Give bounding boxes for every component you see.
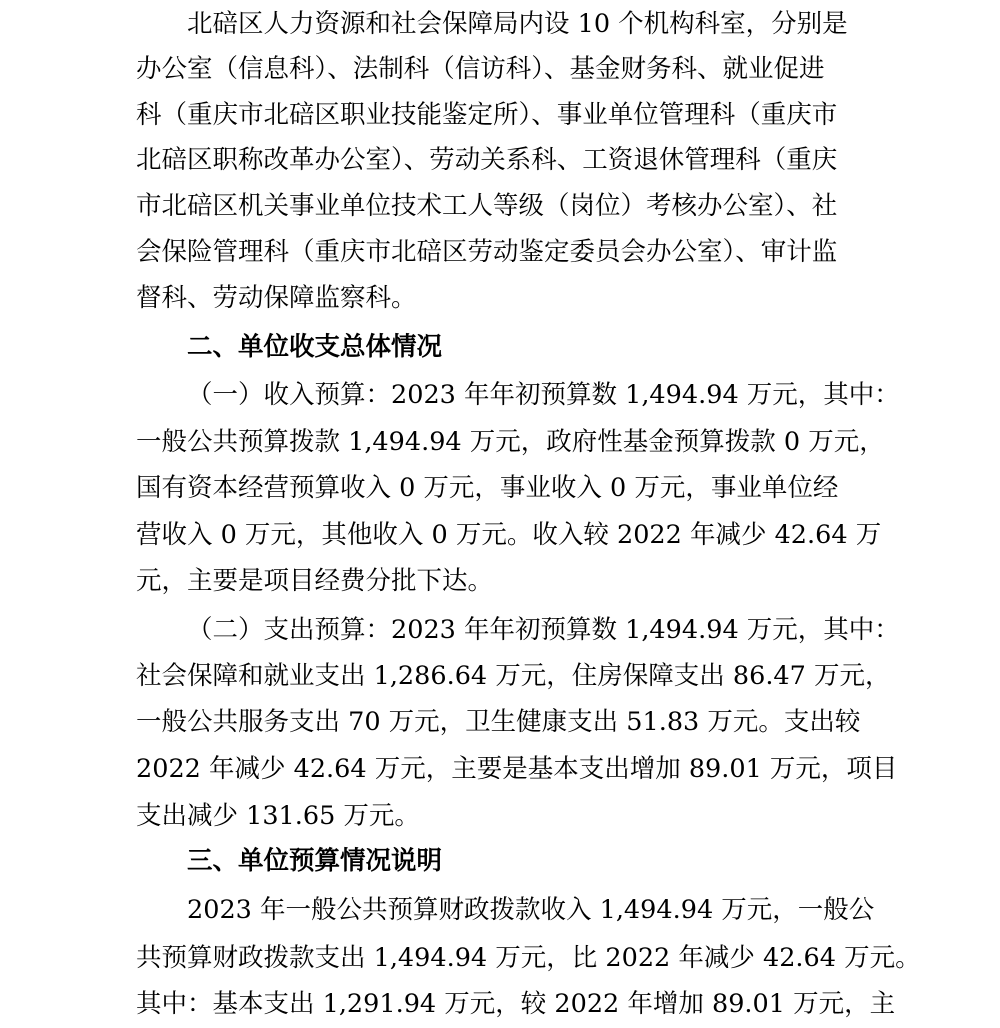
- section-heading: 三、单位预算情况说明: [187, 846, 443, 876]
- text-line: 营收入 0 万元，其他收入 0 万元。收入较 2022 年减少 42.64 万: [136, 520, 882, 550]
- text-line: 科（重庆市北碚区职业技能鉴定所）、事业单位管理科（重庆市: [136, 100, 838, 130]
- text-line: 国有资本经营预算收入 0 万元，事业收入 0 万元，事业单位经: [136, 473, 839, 503]
- text-line: 元，主要是项目经费分批下达。: [136, 566, 494, 596]
- text-line: 会保险管理科（重庆市北碚区劳动鉴定委员会办公室）、审计监: [136, 237, 838, 267]
- text-line: 北碚区人力资源和社会保障局内设 10 个机构科室，分别是: [187, 9, 848, 39]
- text-line: （二）支出预算：2023 年年初预算数 1,494.94 万元，其中：: [187, 615, 900, 645]
- text-line: 2023 年一般公共预算财政拨款收入 1,494.94 万元，一般公: [187, 895, 875, 925]
- text-line: 办公室（信息科）、法制科（信访科）、基金财务科、就业促进: [136, 54, 825, 84]
- text-line: 市北碚区机关事业单位技术工人等级（岗位）考核办公室）、社: [136, 191, 838, 221]
- text-line: 共预算财政拨款支出 1,494.94 万元，比 2022 年减少 42.64 万元。: [136, 943, 921, 973]
- text-line: 社会保障和就业支出 1,286.64 万元，住房保障支出 86.47 万元，: [136, 661, 891, 691]
- section-heading: 二、单位收支总体情况: [187, 332, 443, 362]
- text-line: 其中：基本支出 1,291.94 万元，较 2022 年增加 89.01 万元，主: [136, 989, 896, 1019]
- text-line: 一般公共服务支出 70 万元，卫生健康支出 51.83 万元。支出较: [136, 707, 861, 737]
- text-line: 北碚区职称改革办公室）、劳动关系科、工资退休管理科（重庆: [136, 145, 838, 175]
- text-line: 2022 年减少 42.64 万元，主要是基本支出增加 89.01 万元，项目: [136, 754, 898, 784]
- text-line: 督科、劳动保障监察科。: [136, 283, 417, 313]
- text-line: 一般公共预算拨款 1,494.94 万元，政府性基金预算拨款 0 万元，: [136, 427, 885, 457]
- text-line: 支出减少 131.65 万元。: [136, 801, 420, 831]
- text-line: （一）收入预算：2023 年年初预算数 1,494.94 万元，其中：: [187, 380, 900, 410]
